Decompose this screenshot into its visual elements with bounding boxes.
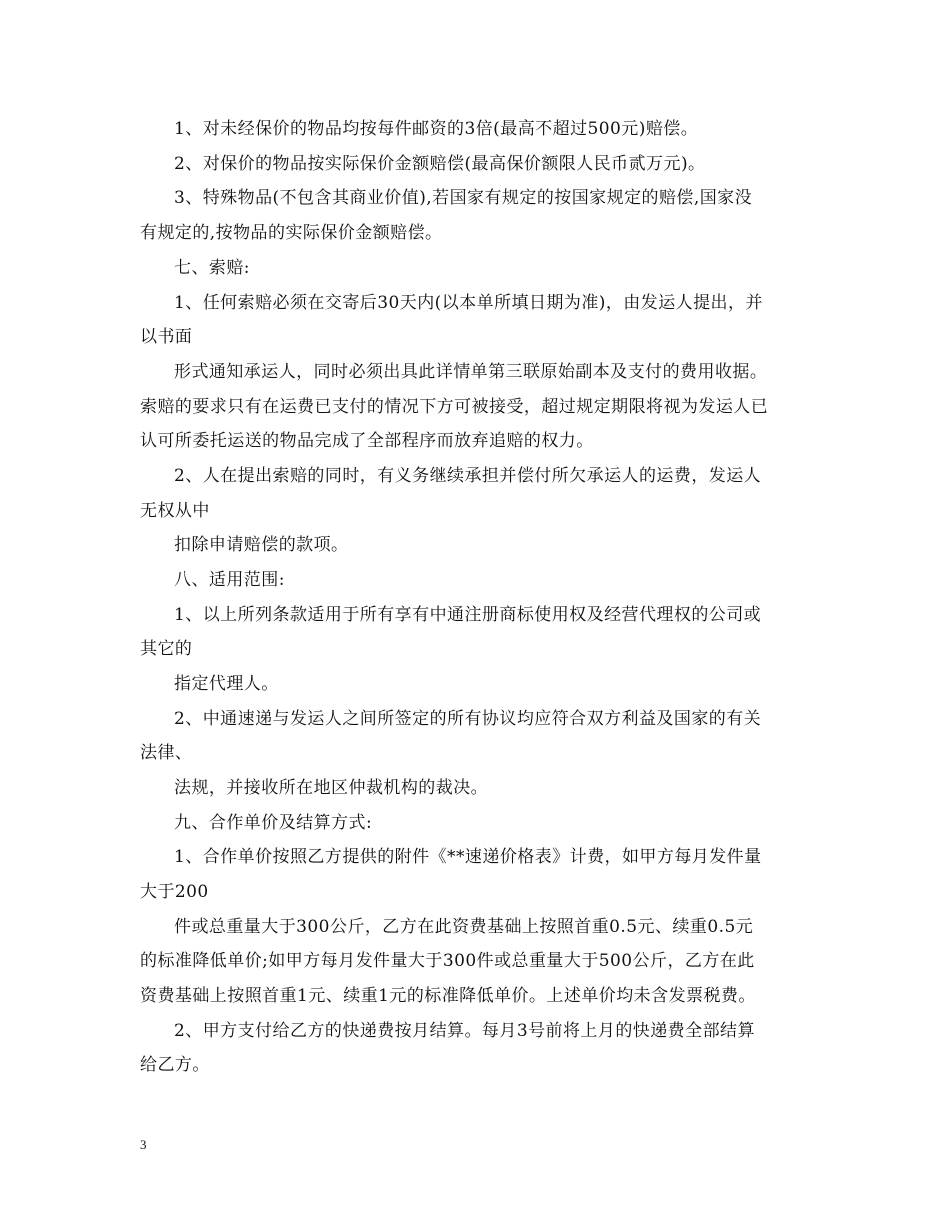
section-heading: 七、索赔:	[174, 258, 250, 278]
paragraph-line: 1、以上所列条款适用于所有享有中通注册商标使用权及经营代理权的公司或	[174, 605, 762, 625]
paragraph-line: 有规定的,按物品的实际保价金额赔偿。	[140, 223, 443, 243]
paragraph-line: 3、特殊物品(不包含其商业价值),若国家有规定的按国家规定的赔偿,国家没	[174, 188, 753, 208]
paragraph-line: 的标准降低单价;如甲方每月发件量大于300件或总重量大于500公斤，乙方在此	[140, 951, 755, 971]
paragraph-line: 2、人在提出索赔的同时，有义务继续承担并偿付所欠承运人的运费，发运人	[174, 466, 762, 486]
paragraph-line: 指定代理人。	[174, 674, 279, 694]
paragraph-line: 扣除申请赔偿的款项。	[174, 535, 349, 555]
paragraph-line: 索赔的要求只有在运费已支付的情况下方可被接受，超过规定期限将视为发运人已	[140, 397, 769, 417]
paragraph-line: 无权从中	[140, 501, 210, 521]
paragraph-line: 以书面	[140, 327, 193, 347]
paragraph-line: 2、中通速递与发运人之间所签定的所有协议均应符合双方利益及国家的有关	[174, 709, 762, 729]
paragraph-line: 件或总重量大于300公斤，乙方在此资费基础上按照首重0.5元、续重0.5元	[174, 917, 754, 937]
paragraph-line: 资费基础上按照首重1元、续重1元的标准降低单价。上述单价均未含发票税费。	[140, 986, 756, 1006]
paragraph-line: 认可所委托运送的物品完成了全部程序而放弃追赔的权力。	[140, 431, 594, 451]
section-heading: 八、适用范围:	[174, 570, 285, 590]
paragraph-line: 其它的	[140, 639, 193, 659]
paragraph-line: 给乙方。	[140, 1055, 210, 1075]
paragraph-line: 形式通知承运人，同时必须出具此详情单第三联原始副本及支付的费用收据。	[174, 362, 768, 382]
paragraph-line: 法律、	[140, 743, 193, 763]
paragraph-line: 1、合作单价按照乙方提供的附件《**速递价格表》计费，如甲方每月发件量	[174, 847, 762, 867]
paragraph-line: 大于200	[140, 882, 209, 902]
section-heading: 九、合作单价及结算方式:	[174, 813, 373, 833]
paragraph-line: 法规，并接收所在地区仲裁机构的裁决。	[174, 778, 489, 798]
page-number: 3	[140, 1137, 147, 1152]
paragraph-line: 1、对未经保价的物品均按每件邮资的3倍(最高不超过500元)赔偿。	[174, 119, 699, 139]
paragraph-line: 2、甲方支付给乙方的快递费按月结算。每月3号前将上月的快递费全部结算	[174, 1021, 755, 1041]
paragraph-line: 2、对保价的物品按实际保价金额赔偿(最高保价额限人民币贰万元)。	[174, 154, 706, 174]
paragraph-line: 1、任何索赔必须在交寄后30天内(以本单所填日期为准)，由发运人提出，并	[174, 293, 763, 313]
